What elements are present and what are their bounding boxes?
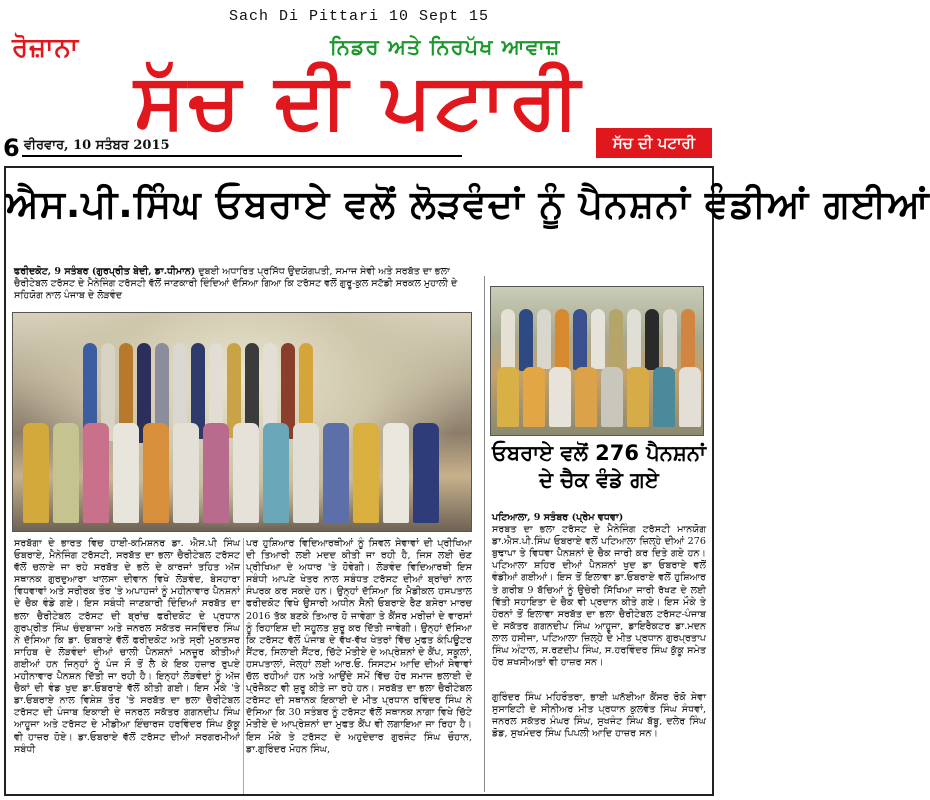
article-column-2: ਪਰ ਹੁਸ਼ਿਆਰ ਵਿਦਿਆਰਥੀਆਂ ਨੂੰ ਸਿਵਲ ਸੇਵਾਵਾਂ ਦੀ ਪ੍ਰੀਖਿਆ ਦੀ ਤਿਆਰੀ ਲਈ ਮਦਦ ਕੀਤੀ ਜਾ ਰਹੀ ਹੈ, ਜਿਸ ਲਈ ਚੋਣ ਪ੍ਰੀਖਿਆ ਦੇ ਅਧਾਰ 'ਤੇ ਹੋਵੇਗੀ। ਲੋੜਵੰਦ ਵਿਦਿਆਰਥੀ ਇਸ ਸਬੰਧੀ ਆਪਣੇ ਖੇਤਰ ਨਾਲ ਸਬੰਧਤ ਟਰੱਸਟ ਦੀਆਂ ਬ੍ਰਾਂਚਾਂ ਨਾਲ ਸੰਪਰਕ ਕਰ ਸਕਦੇ ਹਨ। ਉਨ੍ਹਾਂ ਦੱਸਿਆ ਕਿ ਮੈਡੀਕਲ ਹਸਪਤਾਲ ਫਰੀਦਕੋਟ ਵਿਖੇ ਉਸਾਰੀ ਅਧੀਨ ਸੈਨੀ ਓਬਰਾਏ ਰੈਣ ਬਸੇਰਾ ਮਾਰਚ 2016 ਤੱਕ ਬਣਕੇ ਤਿਆਰ ਹੋ ਜਾਵੇਗਾ ਤੇ ਕੈਂਸਰ ਮਰੀਜ਼ਾਂ ਦੇ ਵਾਰਸਾਂ ਨੂੰ ਰਿਹਾਇਸ਼ ਦੀ ਸਹੂਲਤ ਸ਼ੁਰੂ ਕਰ ਦਿੱਤੀ ਜਾਵੇਗੀ। ਉਨ੍ਹਾਂ ਦੱਸਿਆ ਕਿ ਟਰੱਸਟ ਵੱਲੋਂ ਪੰਜਾਬ ਦੇ ਵੱਖ-ਵੱਖ ਖੇਤਰਾਂ ਵਿੱਚ ਮੁਫਤ ਕੰਪਿਊਟਰ ਸੈਂਟਰ, ਸਿਲਾਈ ਸੈਂਟਰ, ਚਿੱਟੇ ਮੋਤੀਏ ਦੇ ਅਪ੍ਰੇਸ਼ਨਾਂ ਦੇ ਕੈਂਪ, ਸਕੂਲਾਂ, ਹਸਪਤਾਲਾਂ, ਜੇਲ੍ਹਾਂ ਲਈ ਆਰ.ਓ. ਸਿਸਟਮ ਆਦਿ ਦੀਆਂ ਸੇਵਾਵਾਂ ਚੱਲ ਰਹੀਆਂ ਹਨ ਅਤੇ ਆਉਂਦੇ ਸਮੇਂ ਵਿੱਚ ਹੋਰ ਸਮਾਜ ਭਲਾਈ ਦੇ ਪ੍ਰੋਜੈਕਟ ਵੀ ਸ਼ੁਰੂ ਕੀਤੇ ਜਾ ਰਹੇ ਹਨ। ਸਰਬੱਤ ਦਾ ਭਲਾ ਚੈਰੀਟੇਬਲ ਟਰੱਸਟ ਦੀ ਸਥਾਨਕ ਇਕਾਈ ਦੇ ਮੀਤ ਪ੍ਰਧਾਨ ਰਵਿੰਦਰ ਸਿੰਘ ਨੇ ਦੱਸਿਆ ਕਿ 30 ਸਤੰਬਰ ਨੂੰ ਟਰੱਸਟ ਵੱਲੋਂ ਸਥਾਨਕ ਨਾਗਾ ਵਿਖੇ ਚਿੱਟੇ ਮੋਤੀਏ ਦੇ ਆਪ੍ਰੇਸ਼ਨਾਂ ਦਾ ਮੁਫਤ ਕੈਂਪ ਵੀ ਲਗਾਇਆ ਜਾ ਰਿਹਾ ਹੈ। ਇਸ ਮੌਕੇ ਤੇ ਟਰੱਸਟ ਦੇ ਅਹੁਦੇਦਾਰ ਗੁਰਜੰਟ ਸਿੰਘ ਚੌਹਾਨ, ਡਾ.ਗੁਰਿੰਦਰ ਮੋਹਨ ਸਿੰਘ, bbox=[246, 538, 472, 755]
brand-box: ਸੱਚ ਦੀ ਪਟਾਰੀ bbox=[596, 128, 712, 158]
issue-date: ਵੀਰਵਾਰ, 10 ਸਤੰਬਰ 2015 bbox=[24, 138, 170, 153]
clipping-title: Sach Di Pittari 10 Sept 15 bbox=[228, 8, 490, 25]
masthead-tagline: ਨਿਡਰ ਅਤੇ ਨਿਰਪੱਖ ਆਵਾਜ਼ bbox=[330, 35, 561, 59]
article-dateline: ਫਰੀਦਕੋਟ, 9 ਸਤੰਬਰ (ਗੁਰਪ੍ਰੀਤ ਬੇਦੀ, ਡਾ.ਧੀਮਾਨ) bbox=[14, 266, 196, 277]
article-column-1: ਸਰਬੱਗਾ ਦੇ ਭਾਰਤ ਵਿਚ ਹਾਈ-ਕਮਿਸ਼ਨਰ ਡਾ. ਐਸ.ਪੀ ਸਿੰਘ ਓਬਰਾਏ, ਮੈਨੇਜਿੰਗ ਟਰੱਸਟੀ, ਸਰਬੱਤ ਦਾ ਭਲਾ ਚੈਰੀਟੇਬਲ ਟਰੱਸਟ ਵੱਲੋਂ ਚਲਾਏ ਜਾ ਰਹੇ ਸਰਬੱਤ ਦੇ ਭਲੇ ਦੇ ਕਾਰਜਾਂ ਤਹਿਤ ਅੱਜ ਸਥਾਨਕ ਗੁਰਦੁਆਰਾ ਖਾਲਸਾ ਦੀਵਾਨ ਵਿਖੇ ਲੋੜਵੰਦ, ਬੇਸਹਾਰਾ ਵਿਧਵਾਵਾਂ ਅਤੇ ਸਰੀਰਕ ਤੌਰ 'ਤੇ ਅਪਾਹਜਾਂ ਨੂੰ ਮਹੀਨਾਵਾਰ ਪੈਨਸ਼ਨਾਂ ਦੇ ਚੈਕ ਵੰਡੇ ਗਏ। ਇਸ ਸਬੰਧੀ ਜਾਣਕਾਰੀ ਦਿੰਦਿਆਂ ਸਰਬੱਤ ਦਾ ਭਲਾ ਚੈਰੀਟੇਬਲ ਟਰੱਸਟ ਦੀ ਬ੍ਰਾਂਚ ਫਰੀਦਕੋਟ ਦੇ ਪ੍ਰਧਾਨ ਗੁਰਪ੍ਰੀਤ ਸਿੰਘ ਚੰਦਬਾਜਾ ਅਤੇ ਜਨਰਲ ਸਕੱਤਰ ਜਸਵਿੰਦਰ ਸਿੰਘ ਨੇ ਦੱਸਿਆ ਕਿ ਡਾ. ਓਬਰਾਏ ਵੱਲੋਂ ਫਰੀਦਕੋਟ ਅਤੇ ਸ੍ਰੀ ਮੁਕਤਸਰ ਸਾਹਿਬ ਦੇ ਲੋੜਵੰਦਾਂ ਦੀਆਂ ਚਾਲੀ ਪੈਨਸ਼ਨਾਂ ਮਨਜ਼ੂਰ ਕੀਤੀਆਂ ਗਈਆਂ ਹਨ ਜਿਨ੍ਹਾਂ ਨੂੰ ਪੰਜ ਸੌ ਤੋਂ ਲੈ ਕੇ ਇਕ ਹਜ਼ਾਰ ਰੁਪਏ ਮਹੀਨਾਵਾਰ ਪੈਨਸ਼ਨ ਦਿੱਤੀ ਜਾ ਰਹੀ ਹੈ। ਇਨ੍ਹਾਂ ਲੋੜਵੰਦਾਂ ਨੂੰ ਅੱਜ ਚੈਕਾਂ ਦੀ ਵੰਡ ਖੁਦ ਡਾ.ਓਬਰਾਏ ਵੱਲੋਂ ਕੀਤੀ ਗਈ। ਇਸ ਮੌਕੇ 'ਤੇ ਡਾ.ਓਬਰਾਏ ਨਾਲ ਵਿਸ਼ੇਸ਼ ਤੌਰ 'ਤੇ ਸਰਬੱਤ ਦਾ ਭਲਾ ਚੈਰੀਟੇਬਲ ਟਰੱਸਟ ਦੀ ਪੰਜਾਬ ਇਕਾਈ ਦੇ ਜਨਰਲ ਸਕੱਤਰ ਗਗਨਦੀਪ ਸਿੰਘ ਆਹੂਜਾ ਅਤੇ ਟਰੱਸਟ ਦੇ ਮੀਡੀਆ ਇੰਚਾਰਜ ਹਰਵਿੰਦਰ ਸਿੰਘ ਕੁੱਕੂ ਵੀ ਹਾਜ਼ਰ ਹੋਏ। ਡਾ.ਓਬਰਾਏ ਵੱਲੋਂ ਟਰੱਸਟ ਦੀਆਂ ਸਰਗਰਮੀਆਂ ਸਬੰਧੀ bbox=[14, 538, 240, 755]
side-story-dateline: ਪਟਿਆਲਾ, 9 ਸਤੰਬਰ (ਪ੍ਰੇਮ ਵਧਵਾ) bbox=[492, 512, 624, 523]
side-story-body bbox=[492, 512, 706, 692]
column-divider-side bbox=[484, 276, 485, 792]
column-divider bbox=[243, 538, 244, 794]
page-number: 6 bbox=[3, 134, 20, 162]
side-story-headline: ਓਬਰਾਏ ਵਲੋਂ 276 ਪੈਨਸ਼ਨਾਂ ਦੇ ਚੈਕ ਵੰਡੇ ਗਏ bbox=[492, 441, 706, 492]
article-intro-text: ਦੁਬਈ ਅਧਾਰਿਤ ਪ੍ਰਸਿੱਧ ਉਦਯੋਗਪਤੀ, ਸਮਾਜ ਸੇਵੀ ਅਤੇ ਸਰਬੱਤ ਦਾ ਭਲਾ ਚੈਰੀਟੇਬਲ ਟਰੱਸਟ ਦੇ ਮੈਨੇਜਿੰਗ ਟਰੱਸਟੀ ਵੱਲੋਂ ਜਾਣਕਾਰੀ ਦਿੰਦਿਆਂ ਦੱਸਿਆ ਗਿਆ ਕਿ ਟਰੱਸਟ ਵਲੋਂ ਗੁਰੂ-ਕੁਲ ਸਟੱਡੀ ਸਰਕਲ ਮੁਹਾਲੀ ਦੇ ਸਹਿਯੋਗ ਨਾਲ ਪੰਜਾਬ ਦੇ ਲੋੜਵੰਦ bbox=[14, 266, 458, 301]
side-photo-people-back bbox=[501, 309, 695, 372]
masthead-daily-label: ਰੋਜ਼ਾਨਾ bbox=[12, 33, 80, 63]
main-photo bbox=[12, 312, 472, 532]
article-intro bbox=[14, 266, 474, 310]
side-story-footer: ਗੁਰਿੰਦਰ ਸਿੰਘ ਮਹਿਰੌਤਰਾ, ਭਾਈ ਘਨੱਈਆ ਕੈਂਸਰ ਰੋਕੋ ਸੇਵਾ ਸੁਸਾਇਟੀ ਦੇ ਸੀਨੀਅਰ ਮੀਤ ਪ੍ਰਧਾਨ ਕੁਲਵੰਤ ਸਿੰਘ ਸੰਧਵਾਂ, ਜਨਰਲ ਸਕੱਤਰ ਮੰਘਰ ਸਿੰਘ, ਸੁਖਜੰਟ ਸਿੰਘ ਬੱਬੂ, ਦਲੇਰ ਸਿੰਘ ਡੋਡ, ਸੁਖਮੰਦਰ ਸਿੰਘ ਪਿਪਲੀ ਆਦਿ ਹਾਜ਼ਰ ਸਨ। bbox=[492, 692, 706, 740]
side-story-text: ਸਰਬਤ ਦਾ ਭਲਾ ਟਰੱਸਟ ਦੇ ਮੈਨੇਜਿੰਗ ਟਰੱਸਟੀ ਮਾਨਯੋਗ ਡਾ.ਐਸ.ਪੀ.ਸਿੰਘ ਓਬਰਾਏ ਵਲੋਂ ਪਟਿਆਲਾ ਜ਼ਿਲ੍ਹੇ ਦੀਆਂ 276 ਬੁਢਾਪਾ ਤੇ ਵਿਧਵਾ ਪੈਨਸ਼ਨਾਂ ਦੇ ਚੈਕ ਜਾਰੀ ਕਰ ਦਿਤੇ ਗਏ ਹਨ। ਪਟਿਆਲਾ ਸ਼ਹਿਰ ਦੀਆਂ ਪੈਨਸ਼ਨਾਂ ਖੁਦ ਡਾ ਓਬਰਾਏ ਵਲੋਂ ਵੰਡੀਆਂ ਗਈਆਂ। ਇਸ ਤੋਂ ਇਲਾਵਾ ਡਾ.ਓਬਰਾਏ ਵਲੋਂ ਹੁਸ਼ਿਆਰ ਤੇ ਗਰੀਬ 9 ਬੱਚਿਆਂ ਨੂੰ ਉਚੇਰੀ ਸਿੱਖਿਆ ਜਾਰੀ ਰੱਖਣ ਦੇ ਲਈ ਵਿੱਤੀ ਸਹਾਇਤਾ ਦੇ ਚੈਕ ਵੀ ਪ੍ਰਦਾਨ ਕੀਤੇ ਗਏ। ਇਸ ਮੌਕੇ ਤੇ ਹੋਰਨਾਂ ਤੋਂ ਇਲਾਵਾ ਸਰਬੱਤ ਦਾ ਭਲਾ ਚੈਰੀਟੇਬਲ ਟਰੱਸਟ-ਪੰਜਾਬ ਦੇ ਸਕੱਤਰ ਗਗਨਦੀਪ ਸਿੰਘ ਆਹੂਜਾ, ਡਾਇਰੈਕਟਰ ਡਾ.ਮਦਨ ਲਾਲ ਹਸੀਜਾ, ਪਟਿਆਲਾ ਜ਼ਿਲ੍ਹੇ ਦੇ ਮੀਤ ਪ੍ਰਧਾਨ ਗੁਰਪ੍ਰਤਾਪ ਸਿੰਘ ਅੰਟਾਲ, ਸ.ਰਣਦੀਪ ਸਿੰਘ, ਸ.ਹਰਵਿੰਦਰ ਸਿੰਘ ਕੁੱਕੂ ਸਮੇਤ ਹੋਰ ਸ਼ਖਸੀਅਤਾਂ ਵੀ ਹਾਜ਼ਰ ਸਨ। bbox=[492, 524, 706, 669]
masthead-title: ਸੱਚ ਦੀ ਪਟਾਰੀ bbox=[134, 56, 584, 145]
article-headline: ਐਸ.ਪੀ.ਸਿੰਘ ਓਬਰਾਏ ਵਲੋਂ ਲੋੜਵੰਦਾਂ ਨੂੰ ਪੈਨਸ਼ਨਾਂ ਵੰਡੀਆਂ ਗਈਆਂ bbox=[6, 182, 930, 226]
side-photo-people-front bbox=[497, 367, 701, 427]
header-divider bbox=[22, 155, 462, 157]
photo-people-front bbox=[23, 423, 439, 523]
side-photo bbox=[490, 286, 704, 436]
